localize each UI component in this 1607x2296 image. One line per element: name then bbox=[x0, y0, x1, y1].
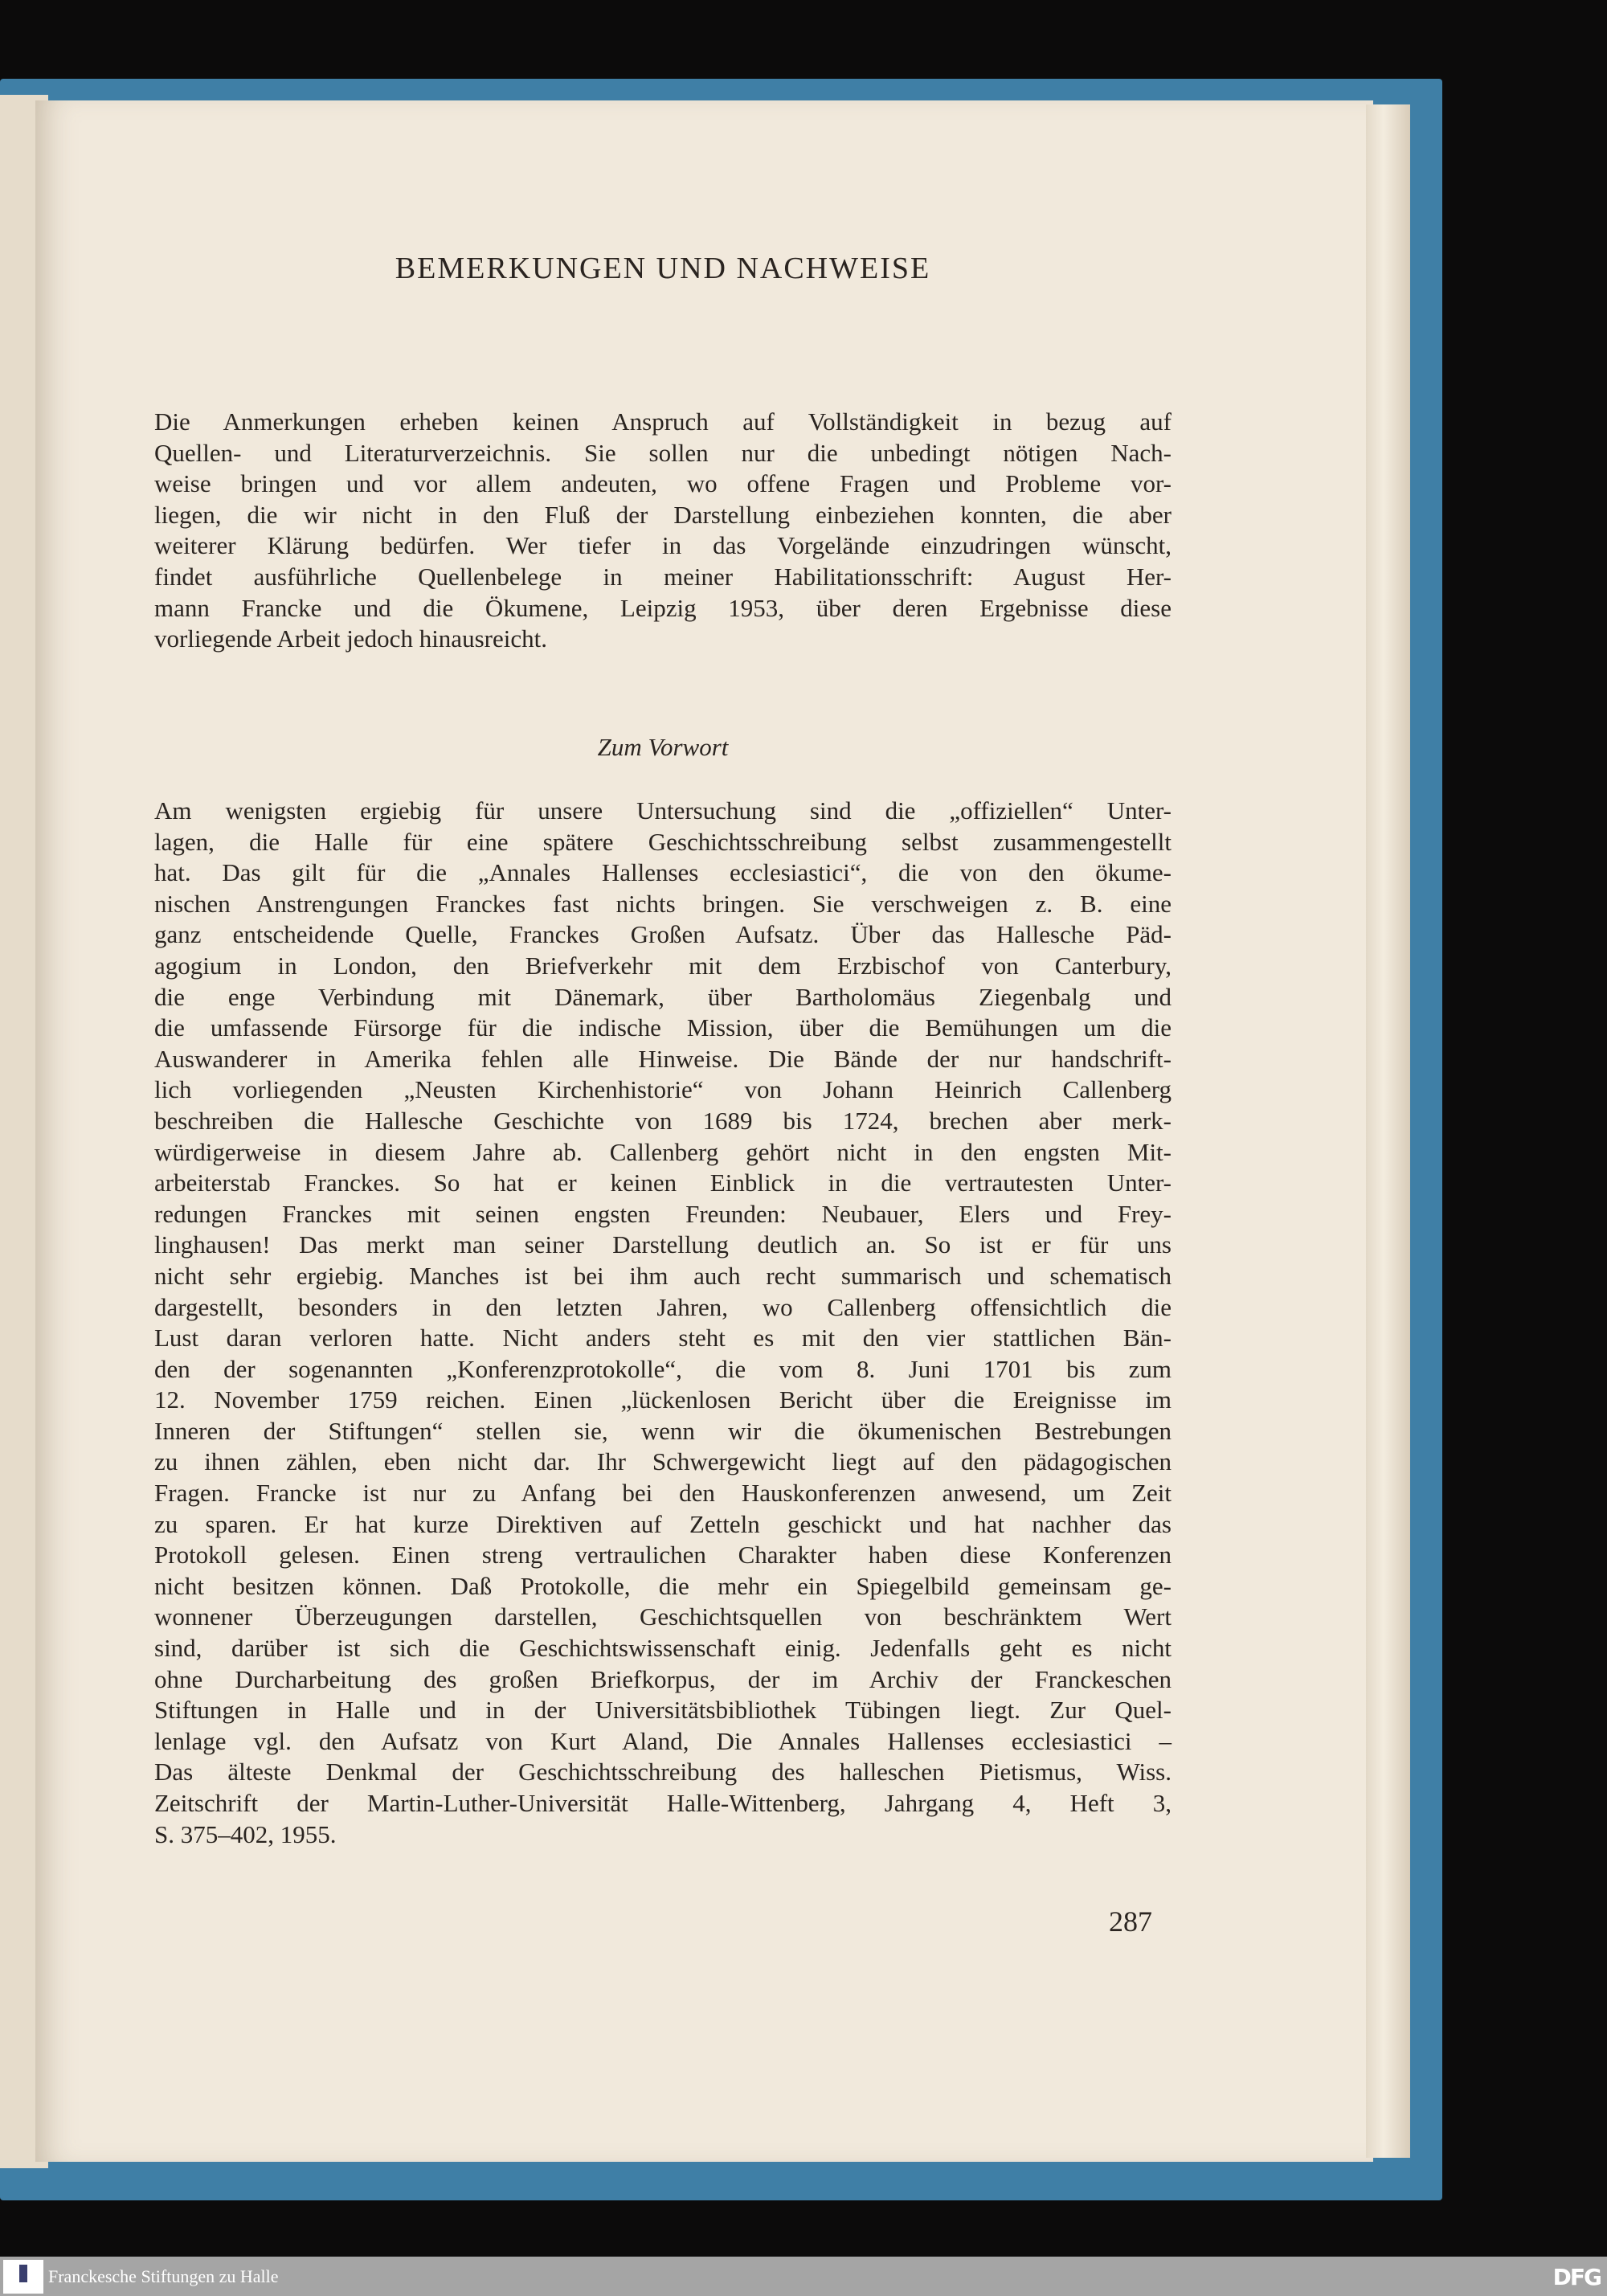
text-line: sind, darüber ist sich die Geschichtswissenschaft einig. Jedenfalls geht es nicht bbox=[154, 1634, 1172, 1663]
page-heading: BEMERKUNGEN UND NACHWEISE bbox=[395, 252, 931, 285]
text-line: S. 375–402, 1955. bbox=[154, 1819, 337, 1848]
text-line: Am wenigsten ergiebig für unsere Untersuchung sind die „offiziellen“ Unter- bbox=[154, 796, 1172, 825]
page-number: 287 bbox=[1109, 1905, 1152, 1938]
text-line: ganz entscheidende Quelle, Franckes Großen Aufsatz. Über das Hallesche Päd- bbox=[154, 920, 1172, 949]
text-line: Lust daran verloren hatte. Nicht anders steht es mit den vier stattlichen Bän- bbox=[154, 1324, 1172, 1353]
text-line: linghausen! Das merkt man seiner Darstellung deutlich an. So ist er für uns bbox=[154, 1230, 1172, 1259]
text-line: würdigerweise in diesem Jahre ab. Callenberg gehört nicht in den engsten Mit- bbox=[154, 1137, 1172, 1166]
section-subheading: Zum Vorwort bbox=[597, 733, 729, 761]
text-line: lenlage vgl. den Aufsatz von Kurt Aland, Die Annales Hallenses ecclesiastici – bbox=[154, 1726, 1172, 1755]
text-line: Stiftungen in Halle und in der Universitätsbibliothek Tübingen liegt. Zur Quel- bbox=[154, 1696, 1172, 1725]
institution-name: Franckesche Stiftungen zu Halle bbox=[48, 2266, 279, 2286]
text-line: lich vorliegenden „Neusten Kirchenhistorie“ von Johann Heinrich Callenberg bbox=[154, 1075, 1172, 1104]
text-line: Die Anmerkungen erheben keinen Anspruch auf Vollständigkeit in bezug auf bbox=[154, 407, 1172, 436]
text-line: nischen Anstrengungen Franckes fast nichts bringen. Sie verschweigen z. B. eine bbox=[154, 889, 1172, 918]
dfg-logo: DFG bbox=[1552, 2264, 1601, 2290]
text-line: weiterer Klärung bedürfen. Wer tiefer in das Vorgelände einzudringen wünscht, bbox=[154, 531, 1172, 560]
text-line: findet ausführliche Quellenbelege in meiner Habilitationsschrift: August Her- bbox=[154, 562, 1172, 591]
institution-logo-icon bbox=[3, 2260, 43, 2294]
text-line: mann Francke und die Ökumene, Leipzig 1953, über deren Ergebnisse diese bbox=[154, 593, 1172, 622]
text-line: die umfassende Fürsorge für die indische Mission, über die Bemühungen um die bbox=[154, 1013, 1172, 1042]
text-line: nicht sehr ergiebig. Manches ist bei ihm auch recht summarisch und schematisch bbox=[154, 1261, 1172, 1290]
text-line: 12. November 1759 reichen. Einen „lückenlosen Bericht über die Ereignisse im bbox=[154, 1385, 1172, 1414]
text-line: wonnener Überzeugungen darstellen, Geschichtsquellen von beschränktem Wert bbox=[154, 1602, 1172, 1631]
text-line: weise bringen und vor allem andeuten, wo offene Fragen und Probleme vor- bbox=[154, 469, 1172, 498]
text-line: Protokoll gelesen. Einen streng vertraulichen Charakter haben diese Konferenzen bbox=[154, 1541, 1172, 1570]
text-line: Inneren der Stiftungen“ stellen sie, wenn wir die ökumenischen Bestrebungen bbox=[154, 1416, 1172, 1445]
text-line: agogium in London, den Briefverkehr mit dem Erzbischof von Canterbury, bbox=[154, 951, 1172, 980]
text-line: arbeiterstab Franckes. So hat er keinen Einblick in die vertrautesten Unter- bbox=[154, 1168, 1172, 1197]
text-line: nicht besitzen können. Daß Protokolle, die mehr ein Spiegelbild gemeinsam ge- bbox=[154, 1571, 1172, 1600]
page-edges bbox=[1366, 104, 1410, 2158]
body-paragraph bbox=[154, 796, 1172, 1850]
text-line: redungen Franckes mit seinen engsten Freunden: Neubauer, Elers und Frey- bbox=[154, 1199, 1172, 1228]
text-line: die enge Verbindung mit Dänemark, über Bartholomäus Ziegenbalg und bbox=[154, 982, 1172, 1011]
text-line: Quellen- und Literaturverzeichnis. Sie sollen nur die unbedingt nötigen Nach- bbox=[154, 438, 1172, 467]
text-line: Fragen. Francke ist nur zu Anfang bei den Hauskonferenzen anwesend, um Zeit bbox=[154, 1479, 1172, 1508]
text-line: Auswanderer in Amerika fehlen alle Hinweise. Die Bände der nur handschrift- bbox=[154, 1044, 1172, 1073]
text-line: hat. Das gilt für die „Annales Hallenses ecclesiastici“, die von den ökume- bbox=[154, 858, 1172, 887]
text-line: den der sogenannten „Konferenzprotokolle“, die vom 8. Juni 1701 bis zum bbox=[154, 1354, 1172, 1383]
text-line: dargestellt, besonders in den letzten Jahren, wo Callenberg offensichtlich die bbox=[154, 1292, 1172, 1321]
viewer-footer bbox=[0, 2257, 1607, 2296]
text-line: lagen, die Halle für eine spätere Geschichtsschreibung selbst zusammengestellt bbox=[154, 827, 1172, 856]
text-line: Das älteste Denkmal der Geschichtsschreibung des halleschen Pietismus, Wiss. bbox=[154, 1758, 1172, 1786]
text-line: Zeitschrift der Martin-Luther-Universität Halle-Wittenberg, Jahrgang 4, Heft 3, bbox=[154, 1789, 1172, 1817]
intro-paragraph bbox=[154, 407, 1172, 655]
text-line: liegen, die wir nicht in den Fluß der Darstellung einbeziehen konnten, die aber bbox=[154, 500, 1172, 529]
text-line: beschreiben die Hallesche Geschichte von 1689 bis 1724, brechen aber merk- bbox=[154, 1106, 1172, 1135]
text-line: zu sparen. Er hat kurze Direktiven auf Zetteln geschickt und hat nachher das bbox=[154, 1509, 1172, 1538]
text-line: ohne Durcharbeitung des großen Briefkorpus, der im Archiv der Franckeschen bbox=[154, 1664, 1172, 1693]
text-line: vorliegende Arbeit jedoch hinausreicht. bbox=[154, 624, 547, 653]
text-line: zu ihnen zählen, eben nicht dar. Ihr Schwergewicht liegt auf den pädagogischen bbox=[154, 1447, 1172, 1476]
